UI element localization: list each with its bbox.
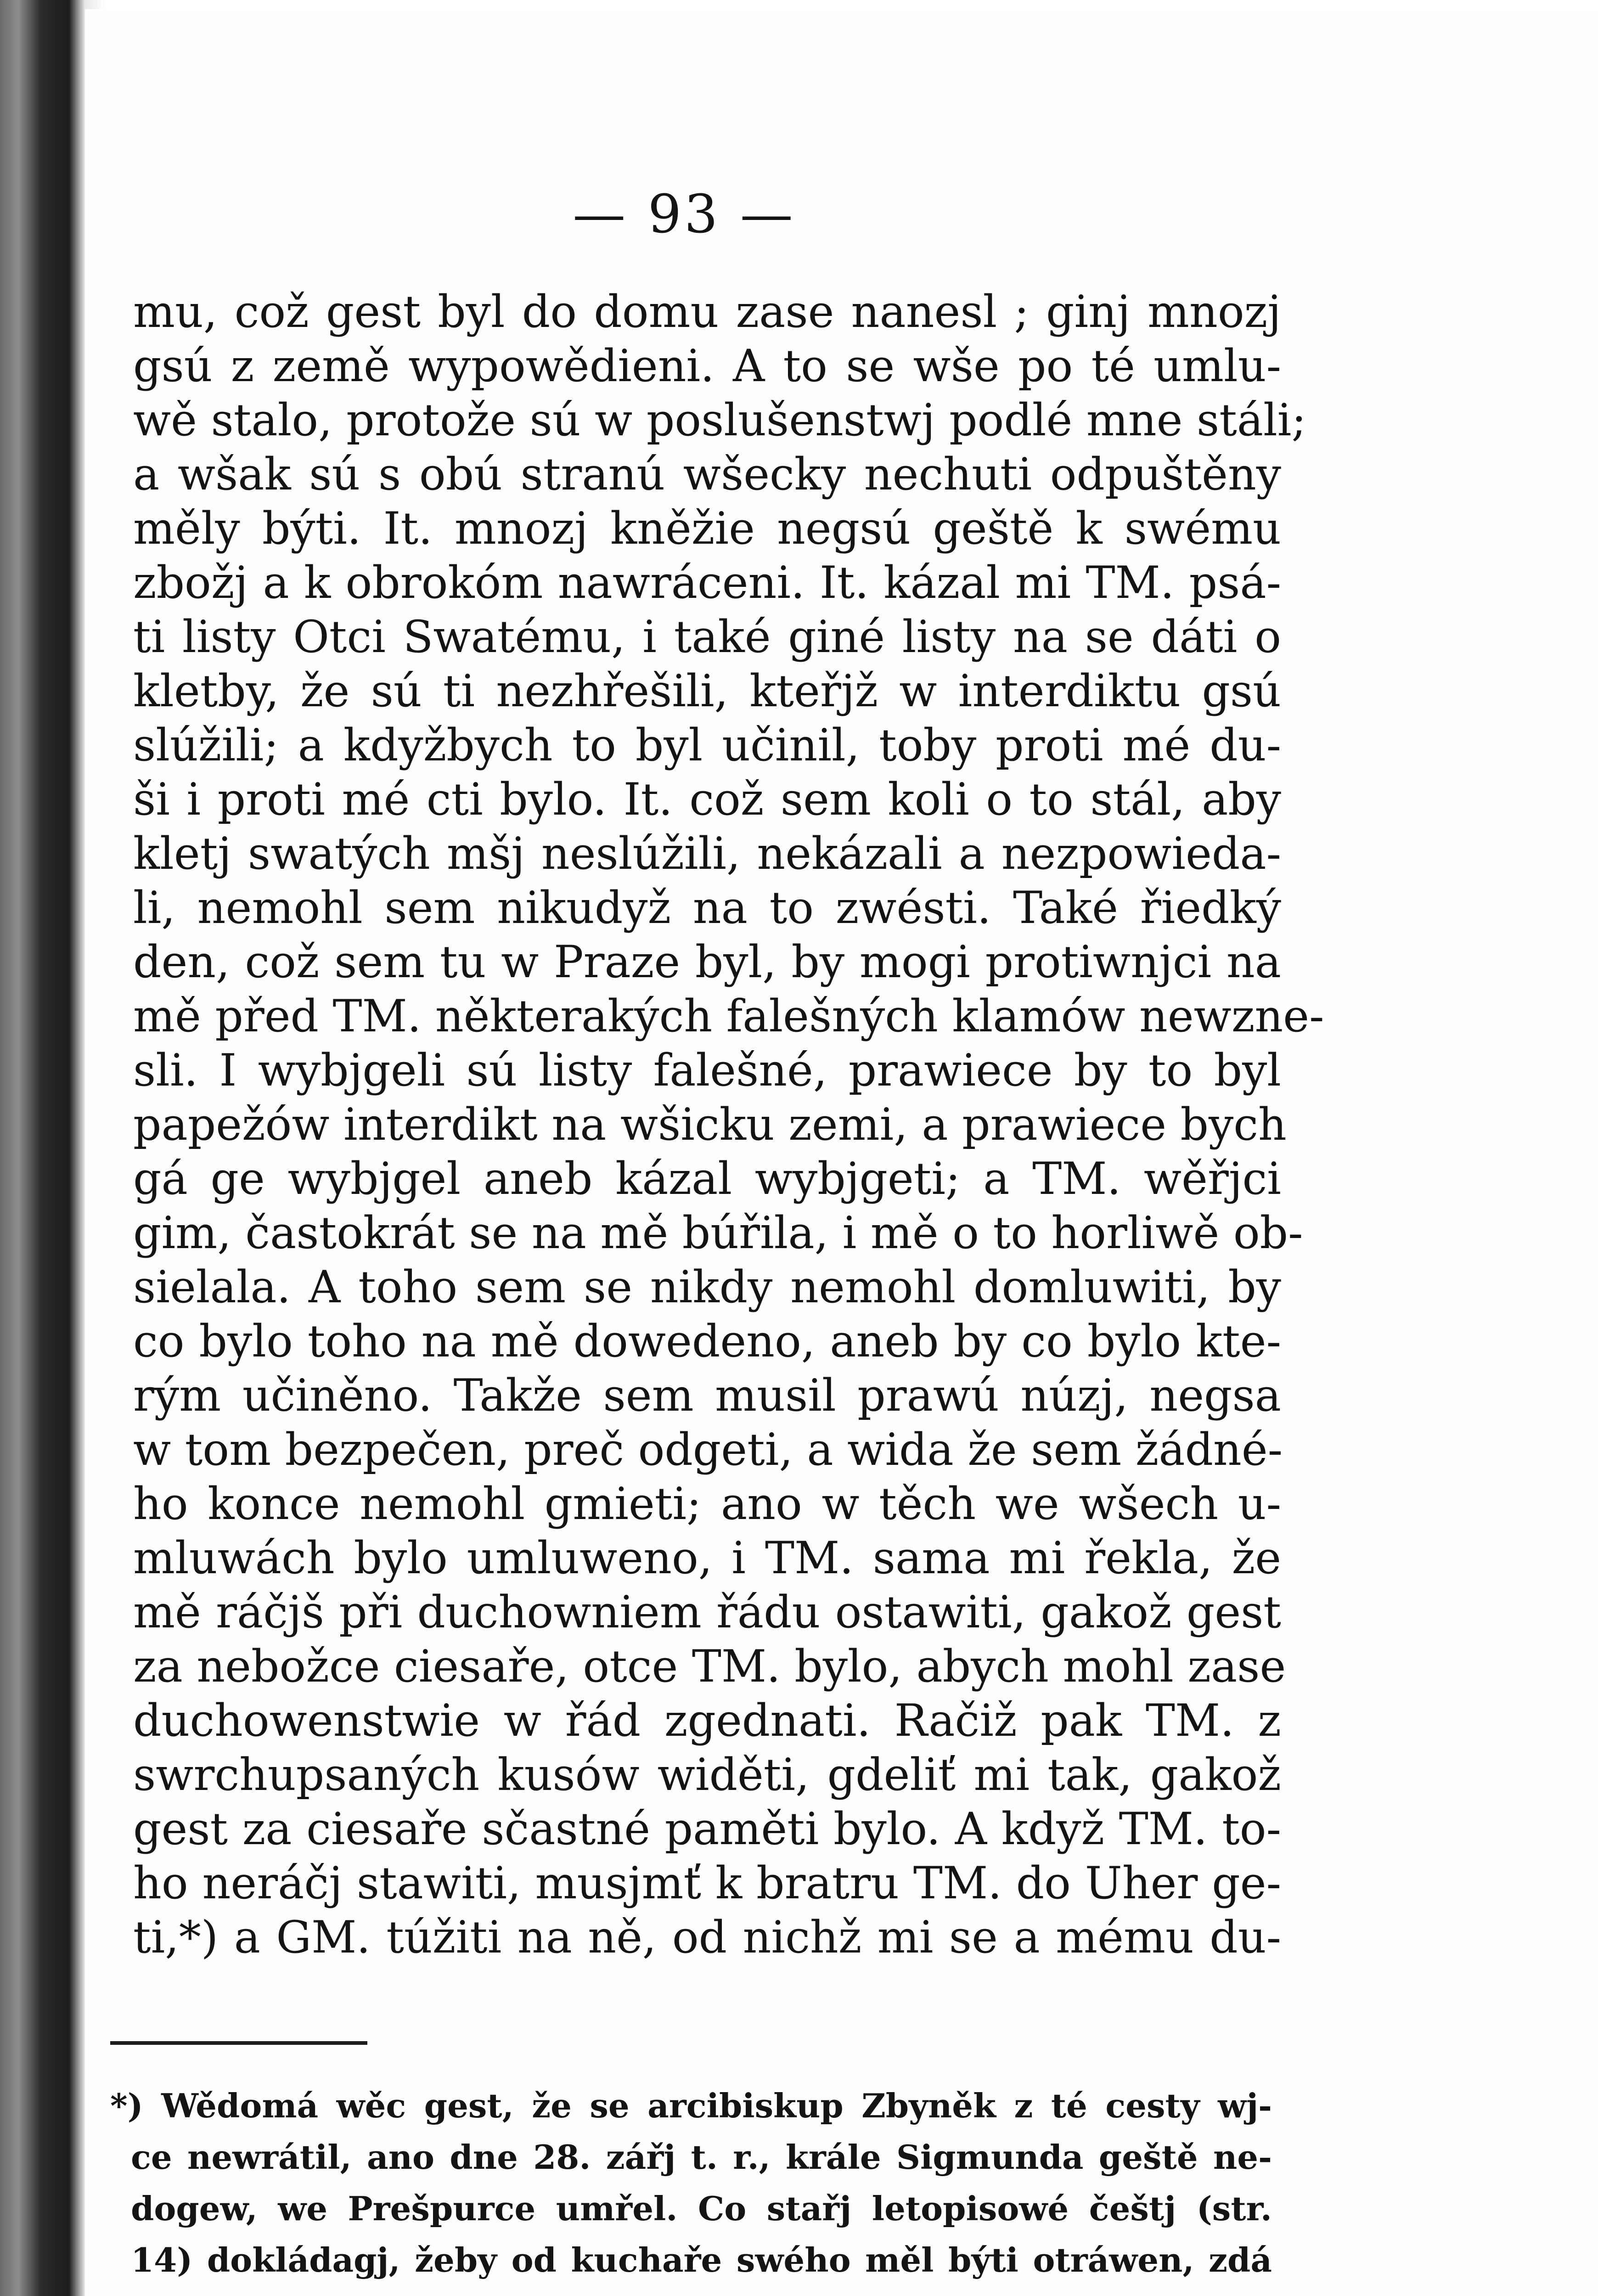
body-text	[133, 285, 1324, 1964]
text-line: ši i proti mé cti bylo. It. což sem koli o to stál, aby	[133, 774, 1281, 825]
text-line: den, což sem tu w Praze byl, by mogi protiwnjci na	[133, 936, 1281, 988]
text-line: gsú z země wypowědieni. A to se wše po té umlu-	[133, 340, 1281, 392]
text-line: papežów interdikt na wšicku zemi, a prawiece bych	[133, 1099, 1287, 1150]
text-line: mě ráčjš při duchowniem řádu ostawiti, gakož gest	[133, 1587, 1281, 1638]
text-line: mu, což gest byl do domu zase nanesl ; ginj mnozj	[133, 286, 1281, 338]
text-line: kletby, že sú ti nezhřešili, kteřjž w interdiktu gsú	[133, 665, 1281, 717]
text-line: gim, častokrát se na mě búřila, i mě o to horliwě ob-	[133, 1207, 1303, 1259]
page-number: — 93 —	[573, 184, 796, 245]
text-line: kletj swatých mšj neslúžili, nekázali a nezpowieda-	[133, 828, 1281, 879]
text-line: měly býti. It. mnozj kněžie negsú geště k swému	[133, 503, 1281, 554]
text-line: gá ge wybjgel aneb kázal wybjgeti; a TM. wěřjci	[133, 1153, 1281, 1204]
text-line: za nebožce ciesaře, otce TM. bylo, abych mohl zase	[133, 1641, 1286, 1692]
text-line: a wšak sú s obú stranú wšecky nechuti odpuštěny	[133, 449, 1281, 500]
text-line: ho konce nemohl gmieti; ano w těch we wšech u-	[133, 1478, 1281, 1530]
text-line: swrchupsaných kusów widěti, gdeliť mi tak, gakož	[133, 1749, 1281, 1801]
text-line: gest za ciesaře sčastné paměti bylo. A když TM. to-	[133, 1803, 1281, 1855]
text-line: ti,*) a GM. túžiti na ně, od nichž mi se a mému du-	[133, 1912, 1281, 1963]
text-line: wě stalo, protože sú w poslušenstwj podlé mne stáli;	[133, 394, 1306, 446]
text-line: sielala. A toho sem se nikdy nemohl domluwiti, by	[133, 1261, 1281, 1313]
text-line: rým učiněno. Takže sem musil prawú núzj, negsa	[133, 1370, 1281, 1421]
footnote-line: *) Wědomá wěc gest, že se arcibiskup Zbyněk z té cesty wj-	[110, 2086, 1272, 2125]
footnote-line: dogew, we Prešpurce umřel. Co stařj letopisowé češtj (str.	[131, 2189, 1272, 2228]
text-line: ho neráčj stawiti, musjmť k bratru TM. do Uher ge-	[133, 1857, 1281, 1909]
text-line: ti listy Otci Swatému, i také giné listy na se dáti o	[133, 611, 1281, 663]
text-line: li, nemohl sem nikudyž na to zwésti. Také řiedký	[133, 882, 1281, 934]
text-line: mě před TM. některakých falešných klamów newzne-	[133, 990, 1324, 1042]
text-line: mluwách bylo umluweno, i TM. sama mi řekla, že	[133, 1532, 1281, 1584]
footnote-line: 14) dokládagj, žeby od kuchaře swého měl býti otráwen, zdá	[131, 2240, 1272, 2279]
text-line: zbožj a k obrokóm nawráceni. It. kázal mi TM. psá-	[133, 557, 1281, 608]
text-line: duchowenstwie w řád zgednati. Račiž pak TM. z	[133, 1695, 1281, 1746]
text-line: w tom bezpečen, preč odgeti, a wida že sem žádné-	[133, 1424, 1283, 1475]
footnote-line: ce newrátil, ano dne 28. zářj t. r., krále Sigmunda geště ne-	[131, 2138, 1272, 2177]
text-line: sli. I wybjgeli sú listy falešné, prawiece by to byl	[133, 1045, 1281, 1096]
footnote-divider	[110, 2041, 367, 2045]
text-line: co bylo toho na mě dowedeno, aneb by co bylo kte-	[133, 1316, 1281, 1367]
footnote	[110, 2080, 1272, 2286]
text-line: slúžili; a kdyžbych to byl učinil, toby proti mé du-	[133, 720, 1281, 771]
